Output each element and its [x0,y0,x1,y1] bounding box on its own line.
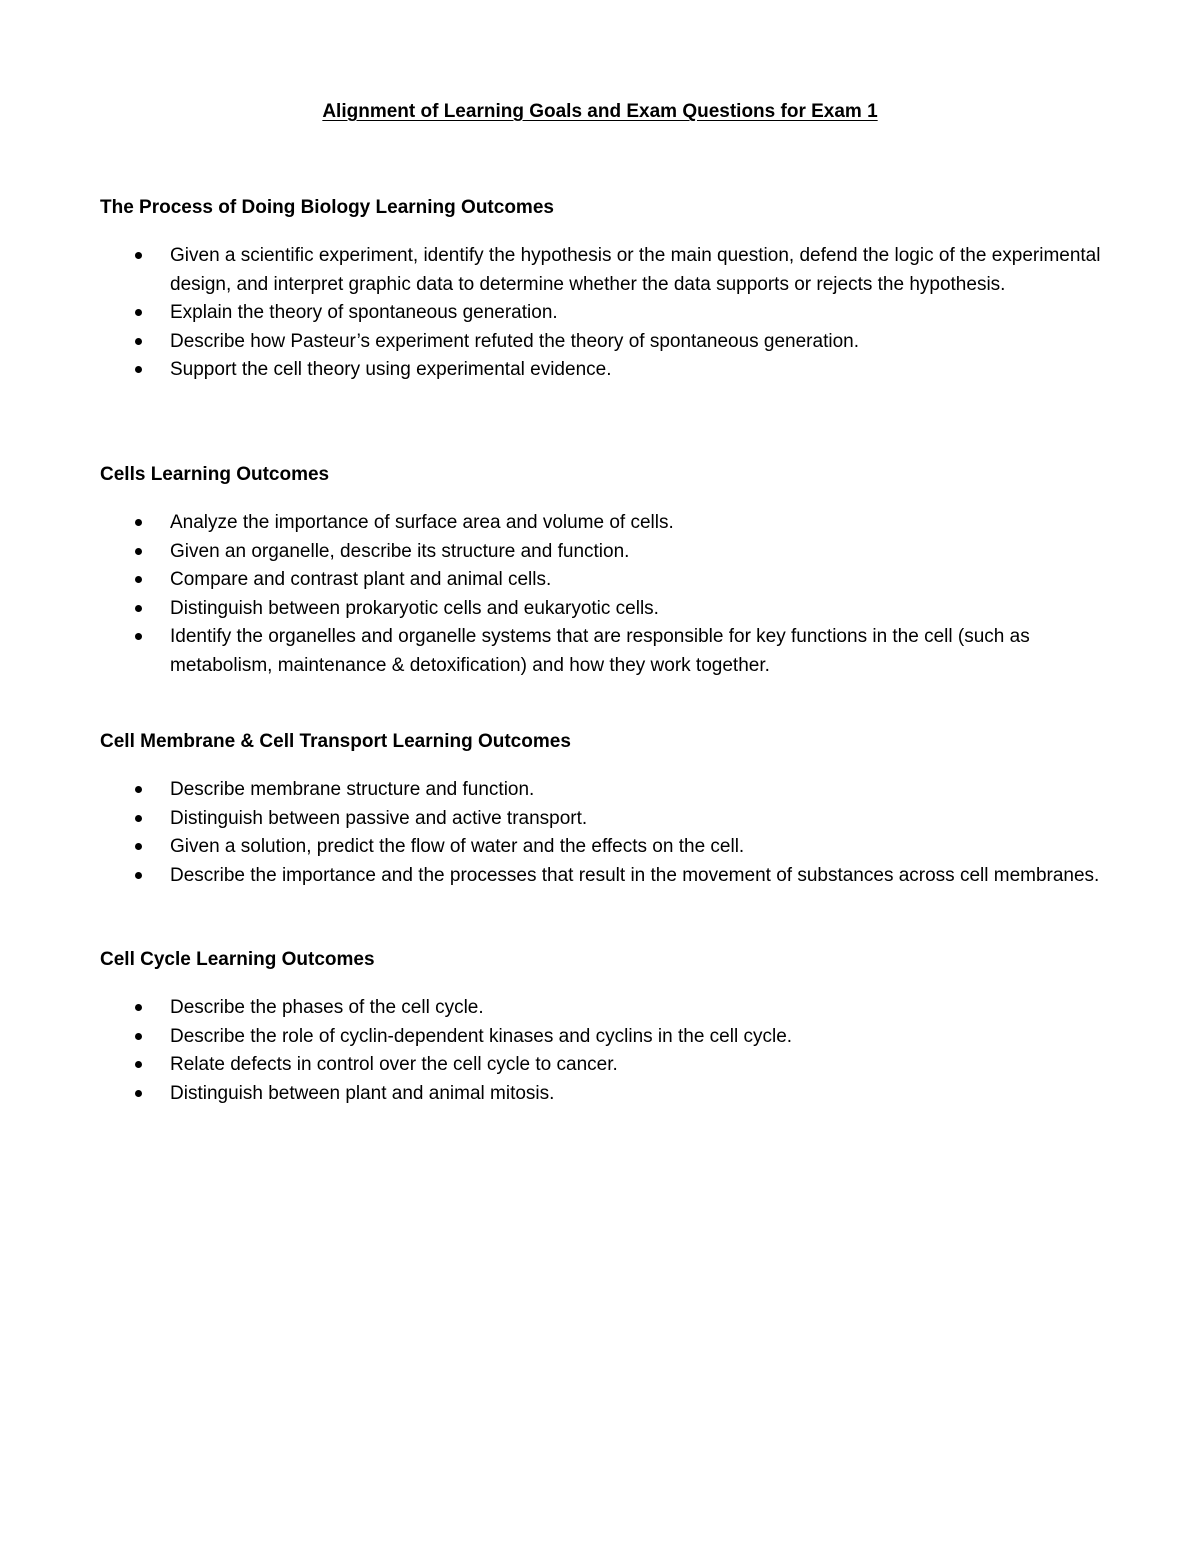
list-item: Distinguish between passive and active transport. [100,805,1110,834]
section-heading: The Process of Doing Biology Learning Outcomes [100,197,554,218]
list-item: Given an organelle, describe its structure and function. [100,538,1110,567]
outcome-list [100,994,1110,1108]
list-item: Identify the organelles and organelle systems that are responsible for key functions in the cell (such as metabolism, maintenance & detoxification) and how they work together. [100,623,1110,680]
list-item: Describe the importance and the processes that result in the movement of substances across cell membranes. [100,862,1110,891]
section-heading: Cells Learning Outcomes [100,464,330,485]
list-item: Explain the theory of spontaneous generation. [100,299,1110,328]
section-cell-membrane-transport [100,728,1110,890]
list-item: Support the cell theory using experimental evidence. [100,356,1110,385]
outcome-list [100,509,1110,680]
list-item: Relate defects in control over the cell cycle to cancer. [100,1051,1110,1080]
section-heading: Cell Membrane & Cell Transport Learning Outcomes [100,731,571,752]
section-cell-cycle [100,946,1110,1108]
section-cells [100,461,1110,680]
section-process-of-doing-biology [100,194,1110,385]
list-item: Compare and contrast plant and animal cells. [100,566,1110,595]
page-title: Alignment of Learning Goals and Exam Questions for Exam 1 [322,101,878,122]
outcome-list [100,776,1110,890]
list-item: Describe the phases of the cell cycle. [100,994,1110,1023]
outcome-list [100,242,1110,385]
list-item: Given a solution, predict the flow of water and the effects on the cell. [100,833,1110,862]
list-item: Distinguish between prokaryotic cells and eukaryotic cells. [100,595,1110,624]
list-item: Describe how Pasteur’s experiment refuted the theory of spontaneous generation. [100,328,1110,357]
list-item: Describe the role of cyclin-dependent kinases and cyclins in the cell cycle. [100,1023,1110,1052]
list-item: Analyze the importance of surface area and volume of cells. [100,509,1110,538]
list-item: Describe membrane structure and function. [100,776,1110,805]
section-heading: Cell Cycle Learning Outcomes [100,949,375,970]
list-item: Given a scientific experiment, identify the hypothesis or the main question, defend the logic of the experimental design, and interpret graphic data to determine whether the data supports or rejects the hypothesis. [100,242,1110,299]
list-item: Distinguish between plant and animal mitosis. [100,1080,1110,1109]
